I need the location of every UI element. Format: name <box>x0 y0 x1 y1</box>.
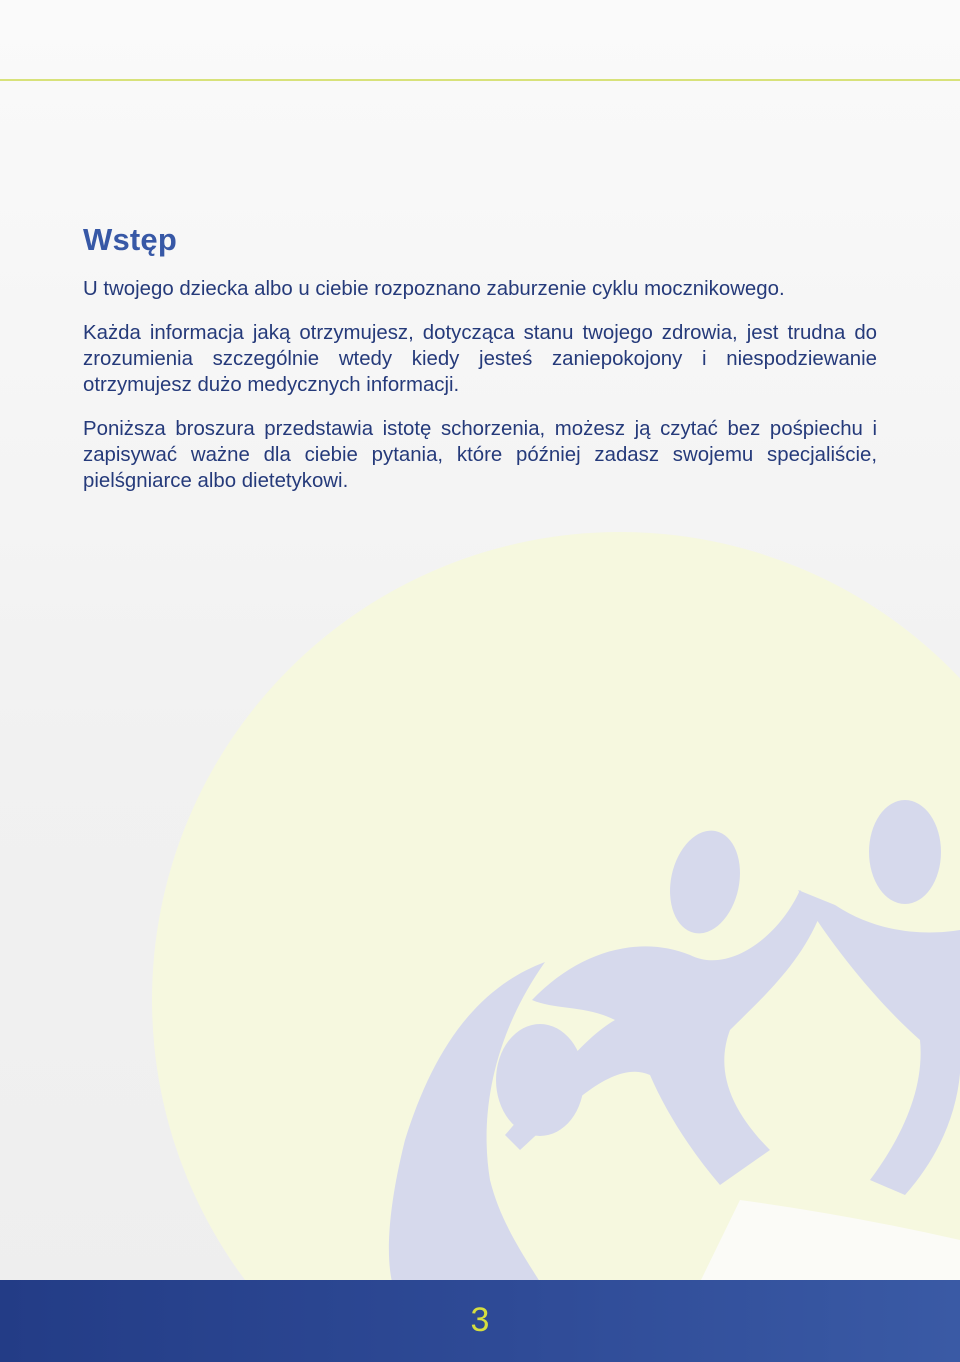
main-content <box>83 222 877 494</box>
page-title: Wstęp <box>83 222 177 257</box>
brochure-paragraph: Poniższa broszura przedstawia istotę schorzenia, możesz ją czytać bez pośpiechu i zapisywać ważne dla ciebie pytania, które później zadasz swojemu specjaliście, pielśgniarce albo dietetykowi. <box>83 418 877 492</box>
information-paragraph: Każda informacja jaką otrzymujesz, dotycząca stanu twojego zdrowia, jest trudna do zrozumienia szczególnie wtedy kiedy jesteś zaniepokojony i niespodziewanie otrzymujesz dużo medycznych informacji. <box>83 322 877 396</box>
intro-paragraph: U twojego dziecka albo u ciebie rozpoznano zaburzenie cyklu mocznikowego. <box>83 278 785 300</box>
page-number: 3 <box>470 1301 490 1339</box>
